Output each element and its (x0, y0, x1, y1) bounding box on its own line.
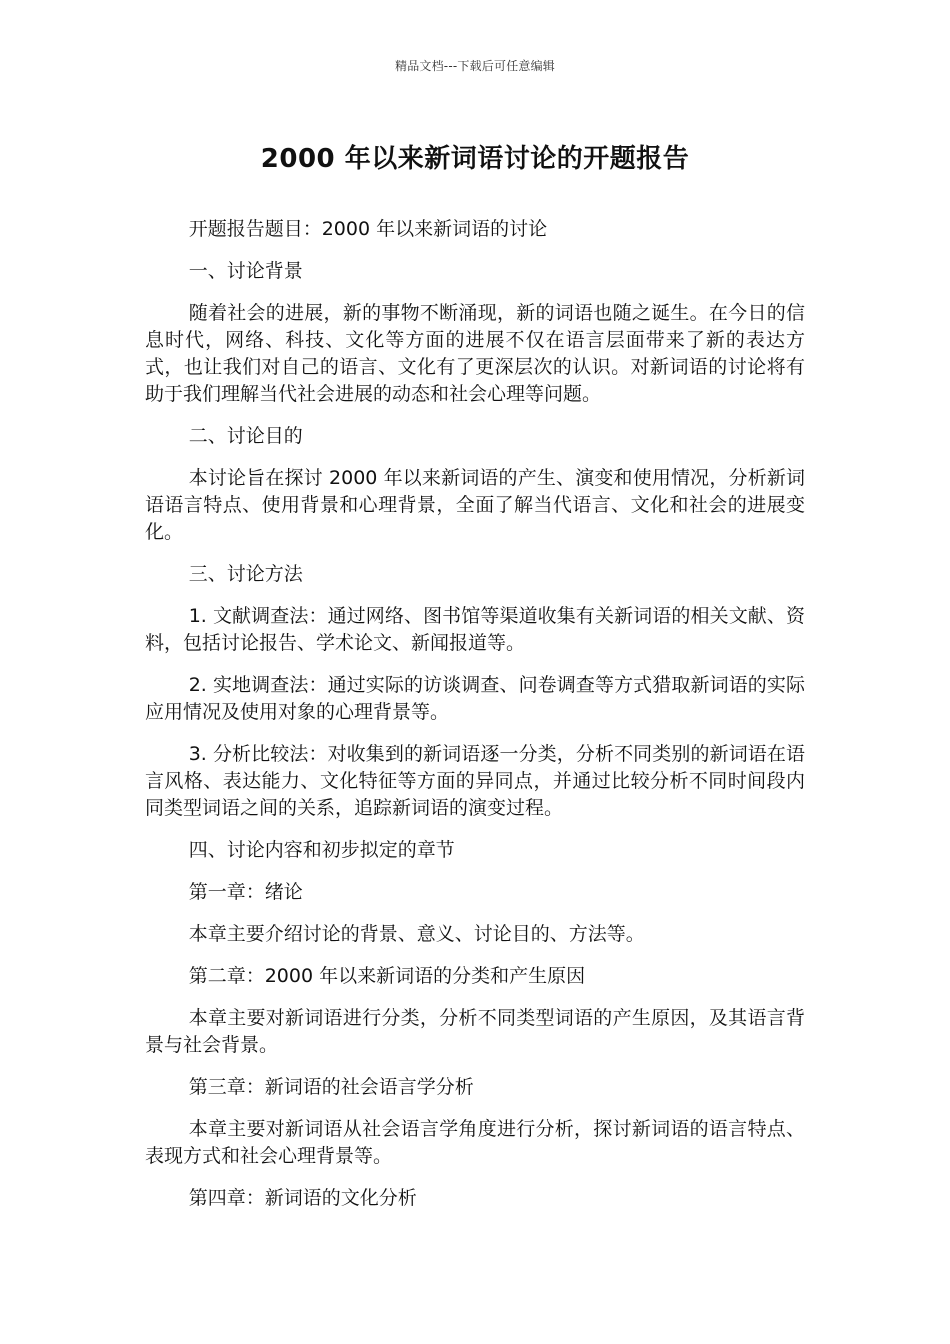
chapter-heading: 第一章：绪论 (188, 881, 303, 903)
method-item: 2. 实地调查法：通过实际的访谈调查、问卷调查等方式猎取新词语的实际应用情况及使用对象的心理背景等。 (145, 674, 805, 723)
header-note: 精品文档---下载后可任意编辑 (395, 59, 555, 73)
purpose-paragraph: 本讨论旨在探讨 2000 年以来新词语的产生、演变和使用情况，分析新词语语言特点、使用背景和心理背景，全面了解当代语言、文化和社会的进展变化。 (145, 467, 805, 543)
chapter-description: 本章主要对新词语从社会语言学角度进行分析，探讨新词语的语言特点、表现方式和社会心理背景等。 (145, 1118, 805, 1167)
section-heading-content: 四、讨论内容和初步拟定的章节 (188, 839, 455, 861)
chapter-description: 本章主要对新词语进行分类，分析不同类型词语的产生原因，及其语言背景与社会背景。 (145, 1007, 805, 1056)
chapter-description: 本章主要介绍讨论的背景、意义、讨论目的、方法等。 (188, 923, 645, 945)
chapter-heading: 第四章：新词语的文化分析 (188, 1187, 417, 1209)
method-item: 3. 分析比较法：对收集到的新词语逐一分类，分析不同类别的新词语在语言风格、表达能力、文化特征等方面的异同点，并通过比较分析不同时间段内同类型词语之间的关系，追踪新词语的演变过程。 (145, 743, 805, 819)
document-body (145, 216, 805, 1227)
document-title: 2000 年以来新词语讨论的开题报告 (260, 144, 690, 174)
background-paragraph: 随着社会的进展，新的事物不断涌现，新的词语也随之诞生。在今日的信息时代，网络、科技、文化等方面的进展不仅在语言层面带来了新的表达方式，也让我们对自己的语言、文化有了更深层次的认识。对新词语的讨论将有助于我们理解当代社会进展的动态和社会心理等问题。 (145, 302, 805, 405)
report-topic: 开题报告题目：2000 年以来新词语的讨论 (188, 218, 548, 240)
chapter-heading: 第三章：新词语的社会语言学分析 (188, 1076, 474, 1098)
method-item: 1. 文献调查法：通过网络、图书馆等渠道收集有关新词语的相关文献、资料，包括讨论报告、学术论文、新闻报道等。 (145, 605, 805, 654)
section-heading-methods: 三、讨论方法 (188, 563, 303, 585)
section-heading-purpose: 二、讨论目的 (188, 425, 303, 447)
section-heading-background: 一、讨论背景 (188, 260, 303, 282)
chapter-heading: 第二章：2000 年以来新词语的分类和产生原因 (188, 965, 586, 987)
